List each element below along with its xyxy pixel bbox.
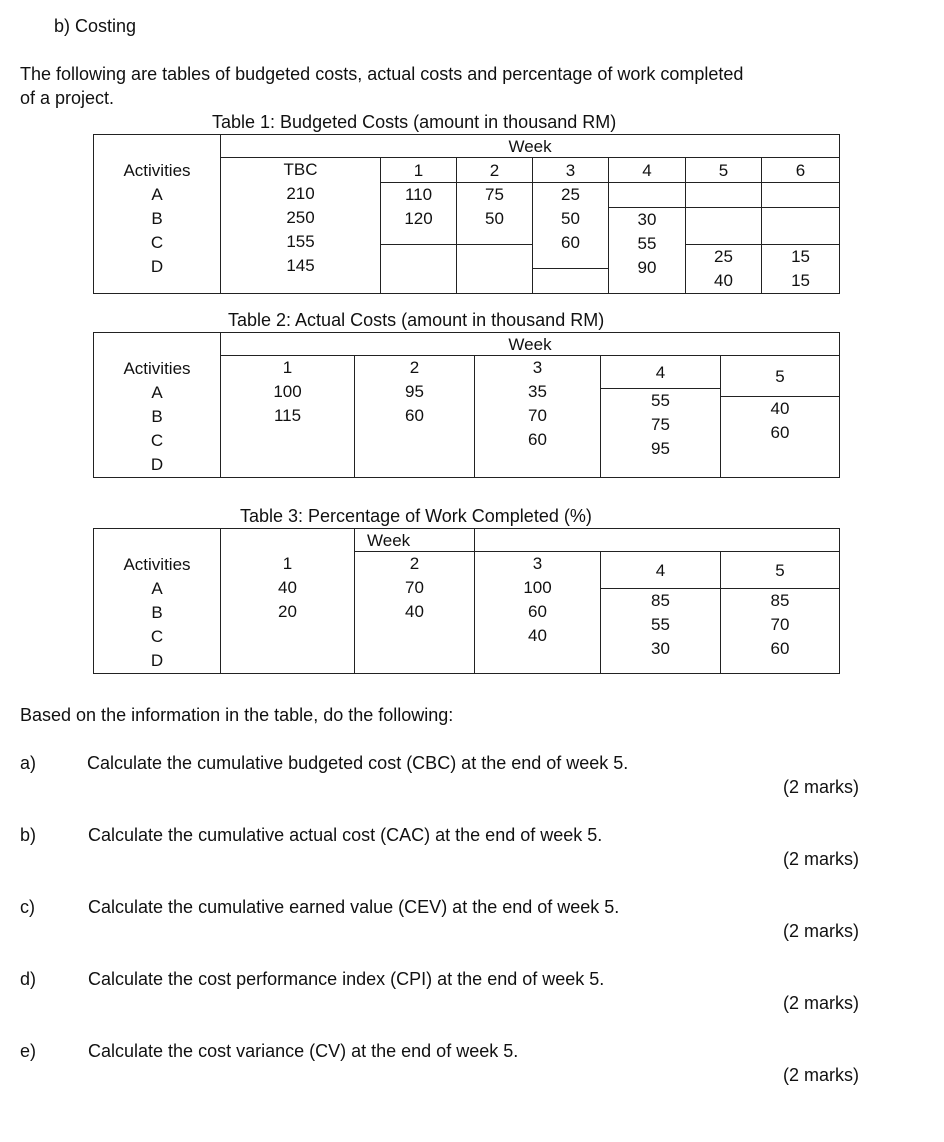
table3-value-d-w4: 30 [651, 639, 670, 658]
table2-week-3: 3 [532, 358, 543, 377]
table3-value-a-w3: 100 [523, 578, 552, 597]
table3-week3-column [475, 552, 601, 674]
table2-value-b-w3: 70 [528, 406, 547, 425]
table1-week-2: 2 [457, 158, 533, 183]
table1-value-c-w3: 60 [561, 233, 580, 252]
table2-week-header: Week [221, 333, 840, 356]
table1-tbc-c: 155 [286, 232, 315, 251]
table3-value-b-w1: 20 [278, 601, 297, 621]
table3-activities-column [94, 529, 221, 674]
actual-costs-table [93, 332, 840, 478]
table1-value-a-w6 [762, 183, 840, 208]
question-b-letter: b) [20, 825, 37, 845]
question-d-marks: (2 marks) [783, 993, 859, 1013]
table1-week-6: 6 [762, 158, 840, 183]
table2-activities-column [94, 333, 221, 478]
table1-activity-b: B [151, 209, 163, 228]
table1-week1-cell [381, 183, 457, 245]
table1-value-a-w5 [686, 183, 762, 208]
table2-activity-b: B [151, 407, 163, 426]
table1-value-c-w4: 55 [637, 234, 657, 253]
table3-activity-b: B [151, 603, 163, 622]
table3-activity-a: A [151, 579, 163, 598]
table3-value-c-w5: 70 [770, 615, 790, 634]
table3-week-5: 5 [721, 552, 840, 589]
table3-value-a-w2: 70 [405, 578, 424, 597]
table2-value-b-w2: 60 [405, 406, 424, 425]
table1-activities-label: Activities [123, 161, 191, 180]
table1-value-a-w1: 110 [404, 185, 433, 204]
table2-value-c-w4: 75 [651, 415, 670, 434]
table1-value-d-w6: 15 [791, 270, 810, 290]
instruction-text: Based on the information in the table, do the following: [20, 705, 454, 725]
table2-value-c-w3: 60 [528, 430, 547, 449]
table2-week-2: 2 [409, 358, 420, 377]
question-a-text: Calculate the cumulative budgeted cost (CBC) at the end of week 5. [87, 753, 629, 773]
table2-caption: Table 2: Actual Costs (amount in thousand RM) [228, 310, 605, 330]
table1-week-4: 4 [609, 158, 686, 183]
table2-activity-c: C [150, 431, 164, 450]
table3-week-4: 4 [601, 552, 721, 589]
table3-activity-c: C [150, 627, 164, 646]
table3-header-spacer-2 [475, 529, 840, 552]
table1-empty-w1 [381, 244, 457, 293]
table1-activity-c: C [150, 233, 164, 252]
table1-week-1: 1 [381, 158, 457, 183]
question-e-marks: (2 marks) [783, 1065, 859, 1085]
table1-week5-cell [686, 244, 762, 293]
table1-activity-a: A [151, 185, 163, 204]
table2-week3-column [475, 356, 601, 478]
table3-value-b-w4: 85 [651, 591, 670, 610]
table2-value-c-w5: 40 [770, 399, 790, 418]
table1-tbc-a: 210 [286, 184, 315, 203]
table3-value-b-w5: 85 [770, 591, 790, 610]
question-b-text: Calculate the cumulative actual cost (CAC) at the end of week 5. [88, 825, 603, 845]
table3-week-3: 3 [532, 554, 543, 573]
table1-week6-cell [762, 244, 840, 293]
table1-value-a-w2: 75 [485, 185, 504, 204]
table3-week5-cell [721, 589, 840, 674]
table1-week-header: Week [221, 135, 840, 158]
table1-empty-w2 [457, 244, 533, 293]
table3-value-d-w5: 60 [770, 639, 790, 658]
question-e-letter: e) [20, 1041, 37, 1061]
table3-week1-column [221, 552, 355, 674]
question-a-letter: a) [20, 753, 37, 773]
table2-week-4: 4 [601, 356, 721, 389]
table2-week-1: 1 [282, 358, 293, 377]
table3-header-spacer-1 [221, 529, 355, 552]
question-c-marks: (2 marks) [783, 921, 859, 941]
table3-value-b-w3: 60 [528, 602, 547, 621]
table2-value-a-w1: 100 [273, 382, 302, 401]
table2-week1-column [221, 356, 355, 478]
table1-tbc-label: TBC [283, 160, 318, 179]
table1-value-d-w5: 40 [714, 270, 733, 290]
table2-activity-a: A [151, 383, 163, 402]
question-d-letter: d) [20, 969, 37, 989]
table2-value-a-w3: 35 [528, 382, 547, 401]
table1-value-c-w5: 25 [714, 246, 733, 266]
table2-week4-cell [601, 389, 721, 478]
table1-week3-cell [533, 183, 609, 269]
table2-activities-label: Activities [123, 359, 191, 378]
table1-value-b-w1: 120 [404, 209, 433, 228]
table3-value-c-w3: 40 [528, 626, 547, 645]
table3-week2-column [355, 552, 475, 674]
work-completed-table [93, 528, 840, 674]
table3-value-c-w4: 55 [651, 615, 670, 634]
table1-value-c-w6: 15 [791, 246, 810, 266]
table3-week-2: 2 [409, 554, 420, 573]
table1-activity-d: D [150, 257, 164, 276]
table1-tbc-column [221, 158, 381, 294]
table2-week2-column [355, 356, 475, 478]
table2-activity-d: D [150, 455, 164, 474]
question-b-marks: (2 marks) [783, 849, 859, 869]
table2-week5-cell [721, 397, 840, 478]
table3-caption: Table 3: Percentage of Work Completed (%) [240, 506, 592, 526]
intro-line-1: The following are tables of budgeted costs, actual costs and percentage of work completed [20, 64, 744, 84]
table1-value-d-w3 [533, 268, 609, 293]
table1-value-a-w3: 25 [561, 185, 580, 204]
table3-week-1: 1 [282, 553, 293, 573]
table1-value-d-w4: 90 [637, 258, 657, 277]
intro-line-2: of a project. [20, 88, 115, 108]
table3-value-a-w1: 40 [278, 577, 297, 597]
question-c-letter: c) [20, 897, 35, 917]
table3-week-header: Week [355, 529, 475, 552]
table1-tbc-d: 145 [286, 256, 315, 275]
table2-week-5: 5 [721, 356, 840, 397]
table1-value-a-w4 [609, 183, 686, 208]
table2-value-d-w5: 60 [770, 423, 790, 442]
section-title: b) Costing [54, 16, 137, 36]
table1-tbc-b: 250 [286, 208, 315, 227]
table1-week4-cell [609, 208, 686, 294]
question-e-text: Calculate the cost variance (CV) at the end of week 5. [88, 1041, 519, 1061]
table1-value-b-w6 [762, 208, 840, 245]
table3-activity-d: D [150, 651, 164, 670]
table1-value-b-w5 [686, 208, 762, 245]
table1-value-b-w2: 50 [485, 209, 504, 228]
table1-value-b-w3: 50 [561, 209, 580, 228]
question-a-marks: (2 marks) [783, 777, 859, 797]
table1-week-3: 3 [533, 158, 609, 183]
table1-week2-cell [457, 183, 533, 245]
budgeted-costs-table [93, 134, 840, 294]
table1-week-5: 5 [686, 158, 762, 183]
table1-value-b-w4: 30 [637, 210, 657, 229]
table2-value-d-w4: 95 [651, 439, 670, 458]
table3-activities-label: Activities [123, 555, 191, 574]
table1-caption: Table 1: Budgeted Costs (amount in thousand RM) [212, 112, 617, 132]
table2-value-b-w4: 55 [651, 391, 670, 410]
table3-value-b-w2: 40 [405, 602, 424, 621]
table2-value-b-w1: 115 [273, 406, 302, 425]
table1-activities-column [94, 135, 221, 294]
table3-week4-cell [601, 589, 721, 674]
question-c-text: Calculate the cumulative earned value (CEV) at the end of week 5. [88, 897, 620, 917]
table2-value-a-w2: 95 [405, 382, 424, 401]
question-d-text: Calculate the cost performance index (CPI) at the end of week 5. [88, 969, 605, 989]
